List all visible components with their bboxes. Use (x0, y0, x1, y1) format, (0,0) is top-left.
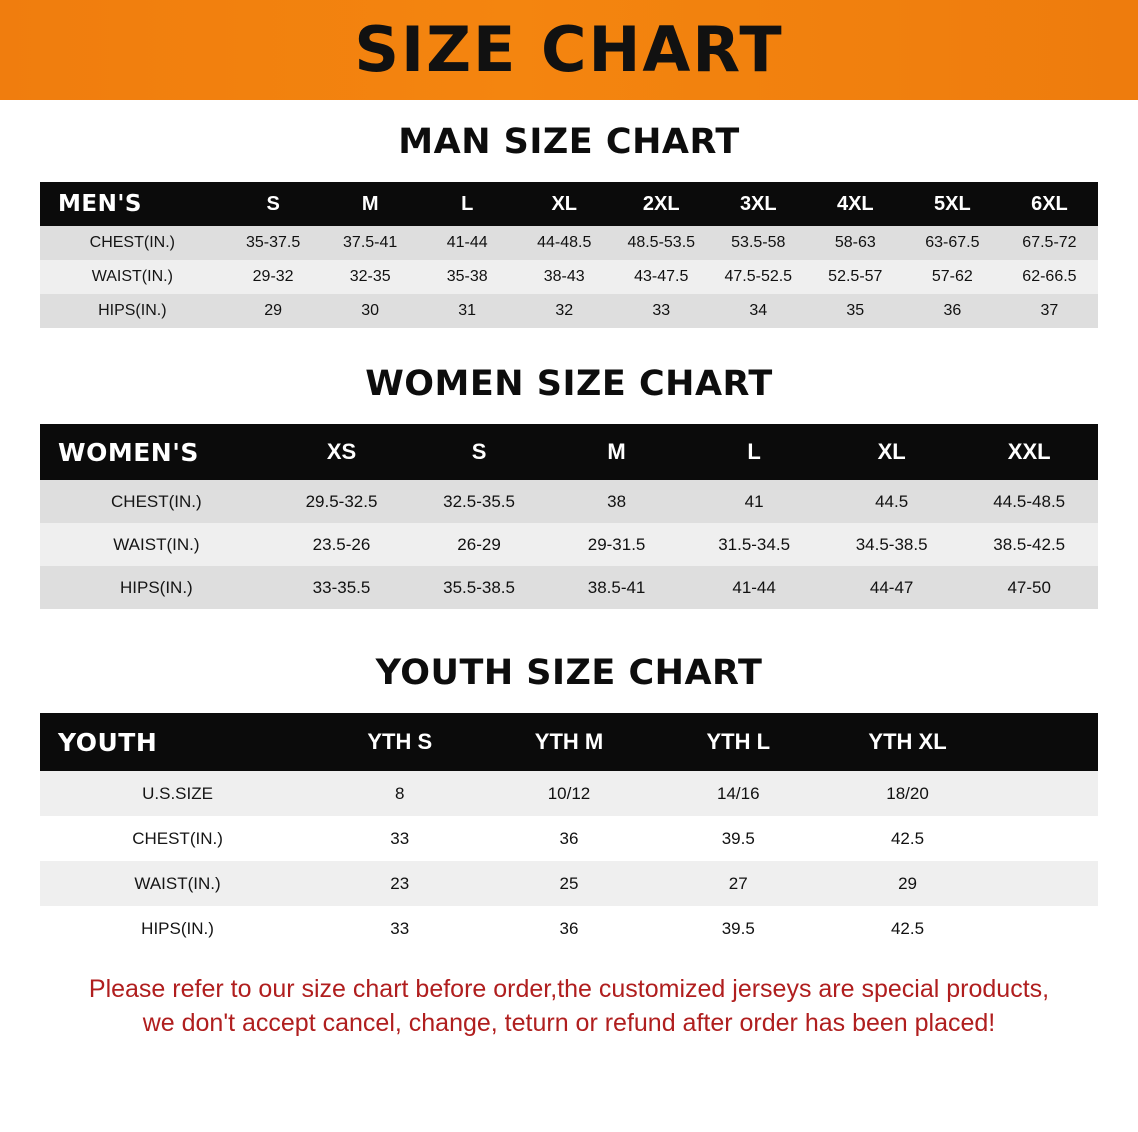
women-col-header: XL (823, 424, 961, 480)
women-corner-label: WOMEN'S (40, 424, 273, 480)
table-cell: 18/20 (823, 771, 992, 816)
women-table-wrapper (0, 424, 1138, 609)
table-cell: 14/16 (654, 771, 823, 816)
table-row (40, 566, 1098, 609)
table-cell: 35.5-38.5 (410, 566, 548, 609)
table-cell: 29-31.5 (548, 523, 686, 566)
table-cell: 39.5 (654, 816, 823, 861)
youth-table-header-row (40, 713, 1098, 771)
table-cell: 32-35 (322, 260, 419, 294)
page-title: SIZE CHART (354, 13, 784, 86)
table-cell: 34 (710, 294, 807, 328)
table-cell-spacer (992, 861, 1098, 906)
table-cell: 32 (516, 294, 613, 328)
man-row-label: CHEST(IN.) (40, 226, 225, 260)
table-cell: 29 (225, 294, 322, 328)
man-corner-label: MEN'S (40, 182, 225, 226)
table-cell: 31.5-34.5 (685, 523, 823, 566)
women-section-heading: WOMEN SIZE CHART (365, 364, 773, 404)
table-cell-spacer (992, 906, 1098, 951)
table-cell: 35 (807, 294, 904, 328)
table-cell: 44.5-48.5 (960, 480, 1098, 523)
table-cell: 34.5-38.5 (823, 523, 961, 566)
table-cell: 36 (484, 816, 653, 861)
youth-col-header: YTH XL (823, 713, 992, 771)
table-cell: 48.5-53.5 (613, 226, 710, 260)
youth-col-header: YTH M (484, 713, 653, 771)
table-cell: 30 (322, 294, 419, 328)
women-size-table (40, 424, 1098, 609)
policy-note-line-1: Please refer to our size chart before order,the customized jerseys are special products, (88, 975, 1050, 1003)
table-cell: 58-63 (807, 226, 904, 260)
man-col-header: 6XL (1001, 182, 1098, 226)
table-row (40, 260, 1098, 294)
table-cell: 43-47.5 (613, 260, 710, 294)
man-table-header-row (40, 182, 1098, 226)
table-row (40, 294, 1098, 328)
table-cell: 38.5-42.5 (960, 523, 1098, 566)
table-cell: 32.5-35.5 (410, 480, 548, 523)
table-cell: 41-44 (419, 226, 516, 260)
table-cell: 26-29 (410, 523, 548, 566)
table-cell: 33-35.5 (273, 566, 411, 609)
table-cell: 31 (419, 294, 516, 328)
table-cell: 41 (685, 480, 823, 523)
table-cell: 44-47 (823, 566, 961, 609)
youth-row-label: HIPS(IN.) (40, 906, 315, 951)
youth-row-label: WAIST(IN.) (40, 861, 315, 906)
youth-corner-label: YOUTH (40, 713, 315, 771)
man-col-header: L (419, 182, 516, 226)
youth-col-header-spacer (992, 713, 1098, 771)
table-cell: 47-50 (960, 566, 1098, 609)
table-cell: 33 (613, 294, 710, 328)
women-row-label: HIPS(IN.) (40, 566, 273, 609)
table-row (40, 226, 1098, 260)
table-cell: 47.5-52.5 (710, 260, 807, 294)
table-cell: 25 (484, 861, 653, 906)
man-col-header: 2XL (613, 182, 710, 226)
man-col-header: 5XL (904, 182, 1001, 226)
table-cell: 38-43 (516, 260, 613, 294)
table-cell: 62-66.5 (1001, 260, 1098, 294)
table-cell-spacer (992, 771, 1098, 816)
table-cell: 23.5-26 (273, 523, 411, 566)
table-cell: 57-62 (904, 260, 1001, 294)
table-row (40, 816, 1098, 861)
table-row (40, 906, 1098, 951)
women-col-header: S (410, 424, 548, 480)
youth-size-table (40, 713, 1098, 951)
table-cell: 67.5-72 (1001, 226, 1098, 260)
policy-note-line-2: we don't accept cancel, change, teturn or refund after order has been placed! (142, 1008, 996, 1037)
policy-note (0, 973, 1138, 1041)
man-col-header: XL (516, 182, 613, 226)
table-cell: 36 (904, 294, 1001, 328)
table-row (40, 861, 1098, 906)
table-cell: 36 (484, 906, 653, 951)
table-row (40, 480, 1098, 523)
man-col-header: 3XL (710, 182, 807, 226)
women-col-header: XXL (960, 424, 1098, 480)
youth-section-heading: YOUTH SIZE CHART (375, 653, 763, 693)
table-cell: 44-48.5 (516, 226, 613, 260)
man-col-header: S (225, 182, 322, 226)
table-cell: 37.5-41 (322, 226, 419, 260)
table-cell: 33 (315, 906, 484, 951)
table-cell: 63-67.5 (904, 226, 1001, 260)
table-cell: 39.5 (654, 906, 823, 951)
table-cell: 23 (315, 861, 484, 906)
youth-row-label: U.S.SIZE (40, 771, 315, 816)
table-cell: 29-32 (225, 260, 322, 294)
women-row-label: WAIST(IN.) (40, 523, 273, 566)
youth-col-header: YTH L (654, 713, 823, 771)
table-cell-spacer (992, 816, 1098, 861)
man-col-header: 4XL (807, 182, 904, 226)
table-cell: 29 (823, 861, 992, 906)
page-banner (0, 0, 1138, 100)
table-cell: 8 (315, 771, 484, 816)
youth-col-header: YTH S (315, 713, 484, 771)
table-row (40, 523, 1098, 566)
man-size-table (40, 182, 1098, 328)
table-cell: 42.5 (823, 906, 992, 951)
women-col-header: L (685, 424, 823, 480)
man-row-label: WAIST(IN.) (40, 260, 225, 294)
table-cell: 42.5 (823, 816, 992, 861)
women-col-header: XS (273, 424, 411, 480)
table-cell: 29.5-32.5 (273, 480, 411, 523)
man-table-wrapper (0, 182, 1138, 328)
man-row-label: HIPS(IN.) (40, 294, 225, 328)
table-cell: 27 (654, 861, 823, 906)
table-cell: 33 (315, 816, 484, 861)
man-section-heading: MAN SIZE CHART (398, 122, 740, 162)
youth-table-wrapper (0, 713, 1138, 951)
table-cell: 44.5 (823, 480, 961, 523)
table-cell: 53.5-58 (710, 226, 807, 260)
table-row (40, 771, 1098, 816)
table-cell: 41-44 (685, 566, 823, 609)
table-cell: 10/12 (484, 771, 653, 816)
women-table-header-row (40, 424, 1098, 480)
table-cell: 38 (548, 480, 686, 523)
women-col-header: M (548, 424, 686, 480)
table-cell: 52.5-57 (807, 260, 904, 294)
women-row-label: CHEST(IN.) (40, 480, 273, 523)
table-cell: 35-37.5 (225, 226, 322, 260)
table-cell: 38.5-41 (548, 566, 686, 609)
table-cell: 37 (1001, 294, 1098, 328)
youth-row-label: CHEST(IN.) (40, 816, 315, 861)
table-cell: 35-38 (419, 260, 516, 294)
man-col-header: M (322, 182, 419, 226)
